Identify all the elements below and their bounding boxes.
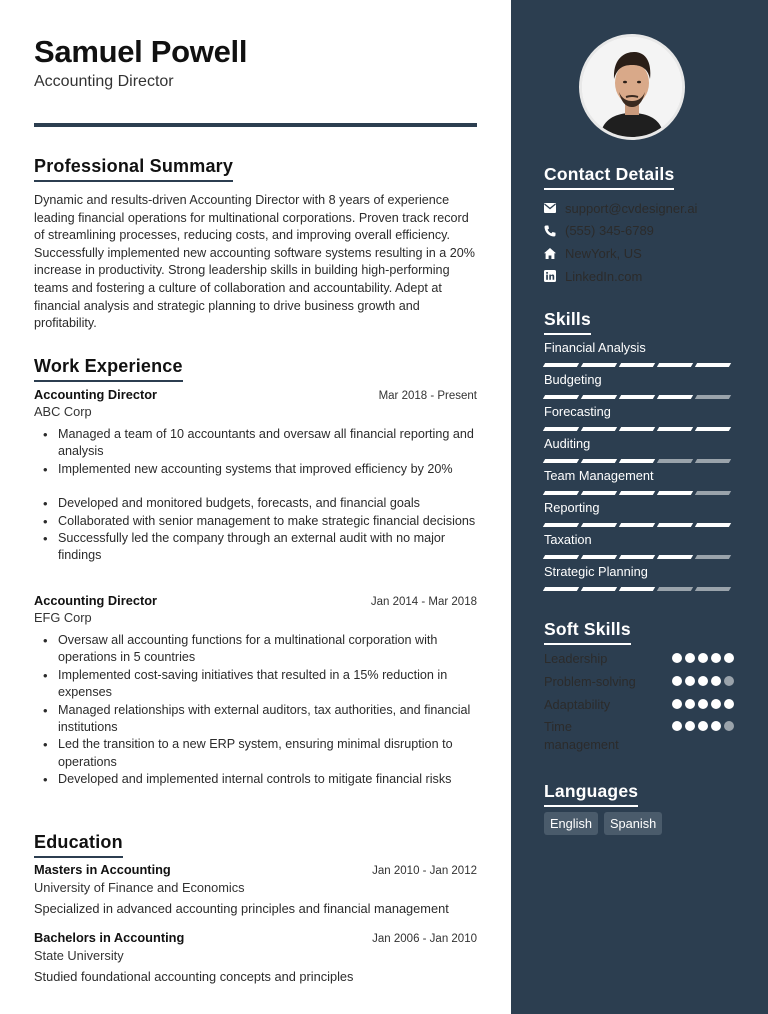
rating-dot-empty [724,676,734,686]
skill-level-bar [544,491,734,495]
skill-item [544,564,734,596]
contact-heading: Contact Details [544,164,674,190]
rating-dot-filled [672,676,682,686]
skill-item [544,436,734,468]
rating-dot-filled [672,721,682,731]
soft-skill-item [544,718,734,753]
soft-skill-name: Time management [544,719,619,752]
education-entry [34,862,477,916]
rating-dot-filled [711,676,721,686]
profile-photo [579,34,685,140]
soft-skill-item [544,696,734,713]
contact-phone[interactable] [544,220,744,243]
rating-dot-filled [685,676,695,686]
candidate-name: Samuel Powell [34,34,248,69]
contact-linkedin[interactable] [544,265,744,288]
rating-dot-filled [672,653,682,663]
skill-segment-filled [619,395,655,399]
skill-segment-filled [581,363,617,367]
skills-list [544,340,734,596]
job-bullet: • Developed and implemented internal controls to mitigate financial risks [34,771,477,788]
education-institution: University of Finance and Economics [34,880,245,895]
skill-level-bar [544,587,734,591]
rating-dot-filled [698,653,708,663]
skill-segment-filled [695,363,731,367]
job-company: ABC Corp [34,404,92,419]
skill-name: Strategic Planning [544,564,648,579]
skill-name: Financial Analysis [544,340,646,355]
education-description: Studied foundational accounting concepts and principles [34,969,354,984]
skill-item [544,532,734,564]
job-bullets [34,426,477,565]
job-company: EFG Corp [34,610,92,625]
skill-segment-empty [695,491,731,495]
skill-name: Taxation [544,532,592,547]
skills-heading: Skills [544,309,591,335]
rating-dot-filled [711,653,721,663]
language-tag: English [544,812,598,835]
skill-level-bar [544,523,734,527]
skill-segment-filled [657,427,693,431]
rating-dot-filled [711,699,721,709]
skill-level-bar [544,459,734,463]
skill-segment-filled [543,587,579,591]
contact-location-text: NewYork, US [565,245,642,261]
job-date: Jan 2014 - Mar 2018 [370,596,477,608]
soft-skill-item [544,673,734,690]
envelope-icon [544,203,565,213]
skill-segment-filled [581,555,617,559]
skill-name: Forecasting [544,404,611,419]
degree-title: Bachelors in Accounting [34,930,185,945]
skill-segment-filled [543,491,579,495]
phone-icon [544,225,565,237]
contact-email-text: support@cvdesigner.ai [565,200,698,216]
job-bullet: • Developed and monitored budgets, forecasts, and financial goals [34,495,477,512]
languages-list [544,812,662,835]
contact-location [544,242,744,265]
skill-segment-filled [581,427,617,431]
skill-segment-filled [619,459,655,463]
job-bullets [34,632,477,789]
job-bullet: • Led the transition to a new ERP system, ensuring minimal disruption to operations [34,736,477,771]
job-date: Mar 2018 - Present [378,390,477,402]
person-portrait-icon [582,37,682,137]
skill-name: Auditing [544,436,591,451]
rating-dot-filled [724,653,734,663]
skill-segment-filled [581,395,617,399]
linkedin-icon [544,270,565,282]
job-bullet: • Implemented new accounting systems that improved efficiency by 20% [34,461,477,478]
skill-level-bar [544,427,734,431]
skill-segment-filled [543,459,579,463]
rating-dot-filled [698,721,708,731]
skill-item [544,372,734,404]
job-bullet: • Successfully led the company through an external audit with no major findings [34,530,477,565]
skill-segment-filled [619,491,655,495]
rating-dot-filled [698,699,708,709]
skill-name: Budgeting [544,372,602,387]
job-bullet: • Managed a team of 10 accountants and oversaw all financial reporting and analysis [34,426,477,461]
job-bullet: • Implemented cost-saving initiatives that resulted in a 15% reduction in expenses [34,667,477,702]
summary-text: Dynamic and results-driven Accounting Director with 8 years of experience leading financial operations for multinational corporations. Proven track record of streamlining processes, reducing costs, and improving overall efficiency. Successfully implemented new accounting software systems resulting in a 20% increase in productivity. Strong leadership skills in building high-performing teams and fostering a culture of collaboration and accountability. Adept at financial analysis and strategic planning to drive business growth and profitability. [34,193,475,331]
rating-dot-filled [672,699,682,709]
education-institution: State University [34,948,124,963]
skill-name: Team Management [544,468,654,483]
education-date: Jan 2010 - Jan 2012 [372,865,477,877]
skill-segment-filled [543,555,579,559]
skill-segment-filled [619,523,655,527]
rating-dot-filled [685,699,695,709]
job-entry [34,387,477,565]
education-description: Specialized in advanced accounting principles and financial management [34,901,449,916]
skill-segment-filled [619,363,655,367]
header-divider [34,123,477,127]
education-heading: Education [34,832,123,858]
skill-segment-filled [619,555,655,559]
home-icon [544,248,565,259]
education-entry [34,930,477,984]
experience-heading: Work Experience [34,356,183,382]
soft-skill-rating [672,653,734,663]
skill-segment-filled [657,491,693,495]
candidate-role: Accounting Director [34,73,174,90]
skill-segment-filled [581,459,617,463]
soft-skill-name: Adaptability [544,696,611,712]
skill-segment-filled [543,427,579,431]
skill-segment-filled [657,555,693,559]
job-bullet: • Collaborated with senior management to make strategic financial decisions [34,513,477,530]
soft-skill-rating [672,676,734,686]
skill-level-bar [544,363,734,367]
soft-skills-heading: Soft Skills [544,619,631,645]
rating-dot-filled [711,721,721,731]
rating-dot-empty [724,721,734,731]
education-date: Jan 2006 - Jan 2010 [372,933,477,945]
language-tag: Spanish [604,812,662,835]
skill-segment-filled [581,587,617,591]
contact-list [544,197,744,287]
contact-phone-text: (555) 345-6789 [565,223,654,239]
skill-segment-filled [543,395,579,399]
skill-item [544,340,734,372]
skill-name: Reporting [544,500,600,515]
soft-skill-rating [672,721,734,731]
skill-segment-filled [695,427,731,431]
job-title: Accounting Director [34,593,158,608]
rating-dot-filled [724,699,734,709]
soft-skills-list [544,650,734,759]
soft-skill-rating [672,699,734,709]
job-bullet: • Oversaw all accounting functions for a multinational corporation with operations in 5 countries [34,632,477,667]
soft-skill-name: Problem-solving [544,673,636,689]
skill-segment-filled [619,587,655,591]
job-entry [34,593,477,789]
skill-segment-filled [581,491,617,495]
skill-item [544,500,734,532]
skill-segment-filled [695,523,731,527]
skill-segment-empty [695,555,731,559]
skill-level-bar [544,555,734,559]
job-bullet: • Managed relationships with external auditors, tax authorities, and financial institutions [34,702,477,737]
skill-level-bar [544,395,734,399]
skill-segment-filled [543,363,579,367]
rating-dot-filled [685,653,695,663]
summary-heading: Professional Summary [34,156,233,182]
skill-segment-filled [543,523,579,527]
contact-email[interactable] [544,197,744,220]
skill-segment-empty [695,459,731,463]
skill-segment-filled [581,523,617,527]
skill-segment-filled [657,395,693,399]
contact-linkedin-text: LinkedIn.com [565,268,643,284]
skill-segment-filled [657,523,693,527]
skill-segment-empty [695,395,731,399]
skill-segment-empty [657,587,693,591]
skill-segment-empty [657,459,693,463]
skill-segment-filled [619,427,655,431]
rating-dot-filled [685,721,695,731]
skill-item [544,404,734,436]
skill-segment-filled [657,363,693,367]
soft-skill-item [544,650,734,667]
rating-dot-filled [698,676,708,686]
skill-item [544,468,734,500]
job-title: Accounting Director [34,387,158,402]
languages-heading: Languages [544,781,638,807]
soft-skill-name: Leadership [544,651,608,666]
degree-title: Masters in Accounting [34,862,171,877]
skill-segment-empty [695,587,731,591]
